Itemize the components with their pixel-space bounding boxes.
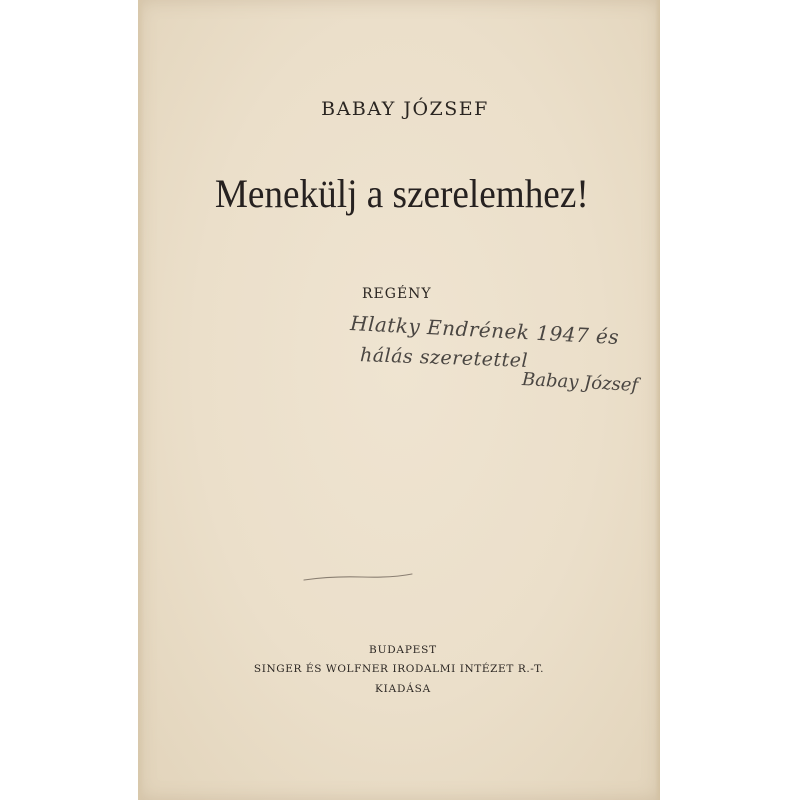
pencil-mark [302,572,414,582]
publisher-name: SINGER ÉS WOLFNER IRODALMI INTÉZET R.-T. [253,663,545,675]
author-name: BABAY JÓZSEF [321,98,489,120]
genre-label: REGÉNY [362,286,432,302]
handwritten-signature: Babay József [521,368,639,397]
page-edge-left [138,0,144,800]
book-title-page [138,0,660,800]
page-edge-right [655,0,660,800]
handwritten-dedication-line-2: hálás szeretettel [359,344,529,372]
publisher-issue: KIADÁSA [375,683,431,695]
handwritten-dedication-line-1: Hlatky Endrének 1947 és [349,310,620,350]
publisher-city: BUDAPEST [369,644,437,656]
book-title: Menekülj a szerelemhez! [214,171,589,216]
